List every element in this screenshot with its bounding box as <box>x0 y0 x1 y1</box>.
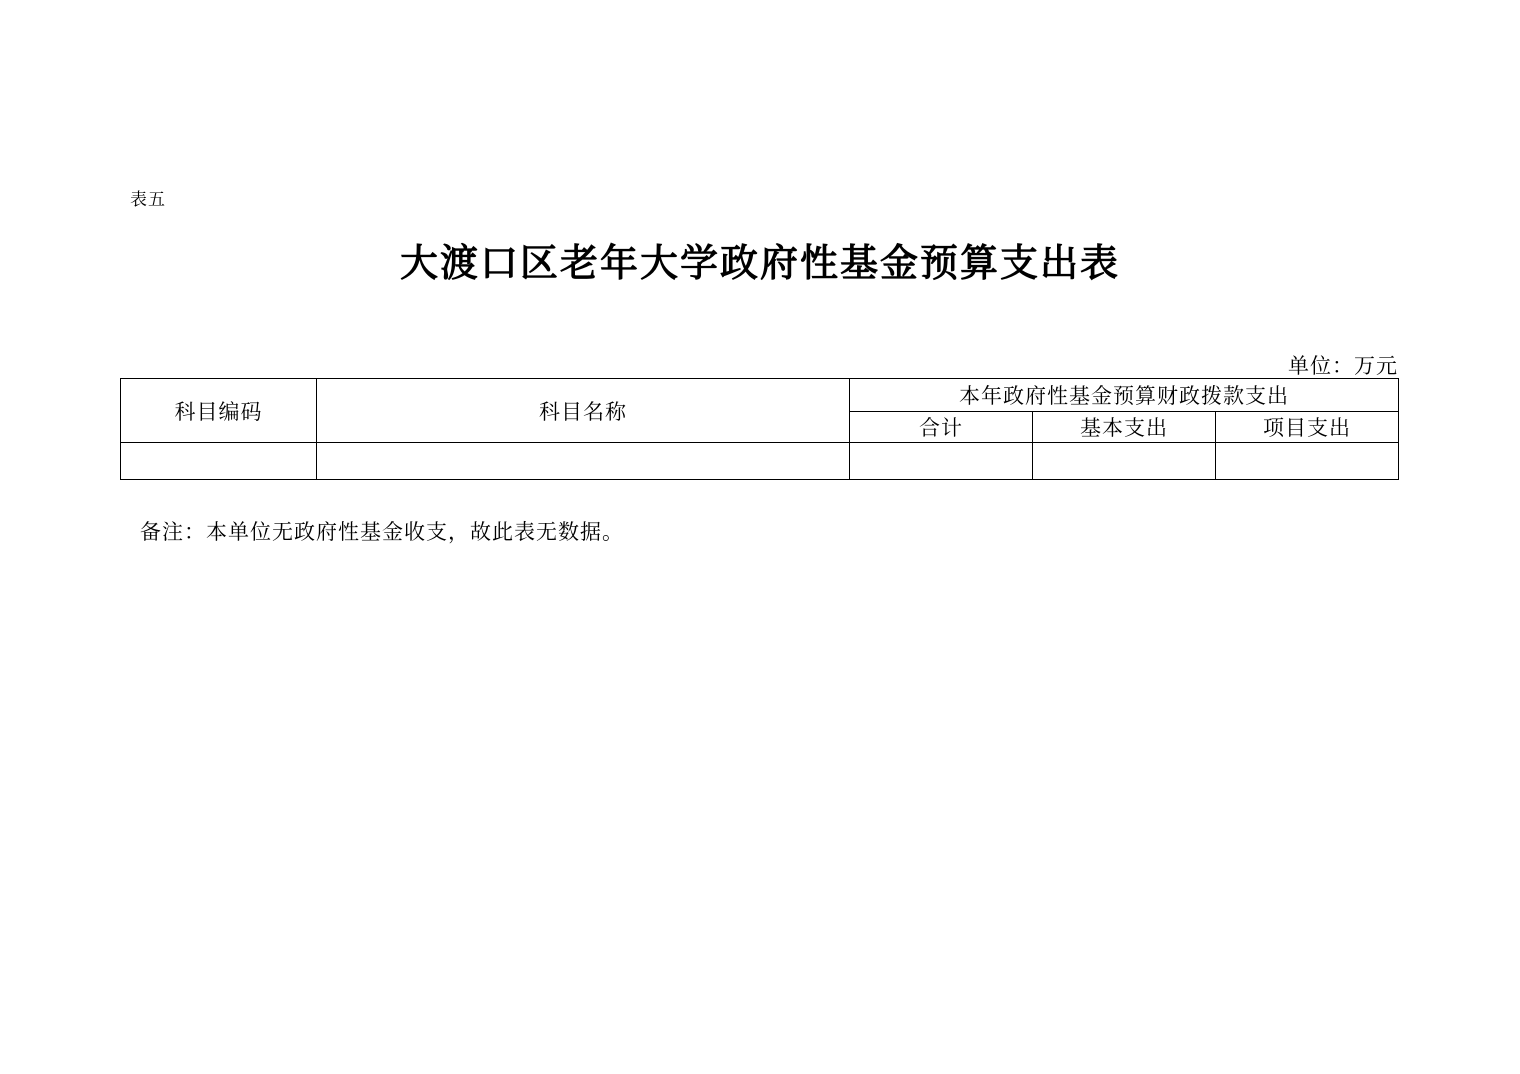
cell-total <box>850 443 1033 480</box>
table-row <box>121 443 1399 480</box>
header-project-expenditure: 项目支出 <box>1216 412 1399 443</box>
table-header-row-1 <box>121 379 1399 412</box>
header-basic-expenditure: 基本支出 <box>1033 412 1216 443</box>
cell-subject-code <box>121 443 317 480</box>
cell-subject-name <box>317 443 850 480</box>
cell-basic-expenditure <box>1033 443 1216 480</box>
header-subject-name: 科目名称 <box>317 379 850 443</box>
remark-text: 备注：本单位无政府性基金收支，故此表无数据。 <box>140 520 624 544</box>
header-subject-code: 科目编码 <box>121 379 317 443</box>
cell-project-expenditure <box>1216 443 1399 480</box>
header-group-funding-expenditure: 本年政府性基金预算财政拨款支出 <box>850 379 1399 412</box>
table-label: 表五 <box>130 190 166 209</box>
unit-note: 单位：万元 <box>1288 354 1398 378</box>
budget-table <box>120 378 1399 480</box>
header-total: 合计 <box>850 412 1033 443</box>
page-title: 大渡口区老年大学政府性基金预算支出表 <box>399 243 1120 285</box>
